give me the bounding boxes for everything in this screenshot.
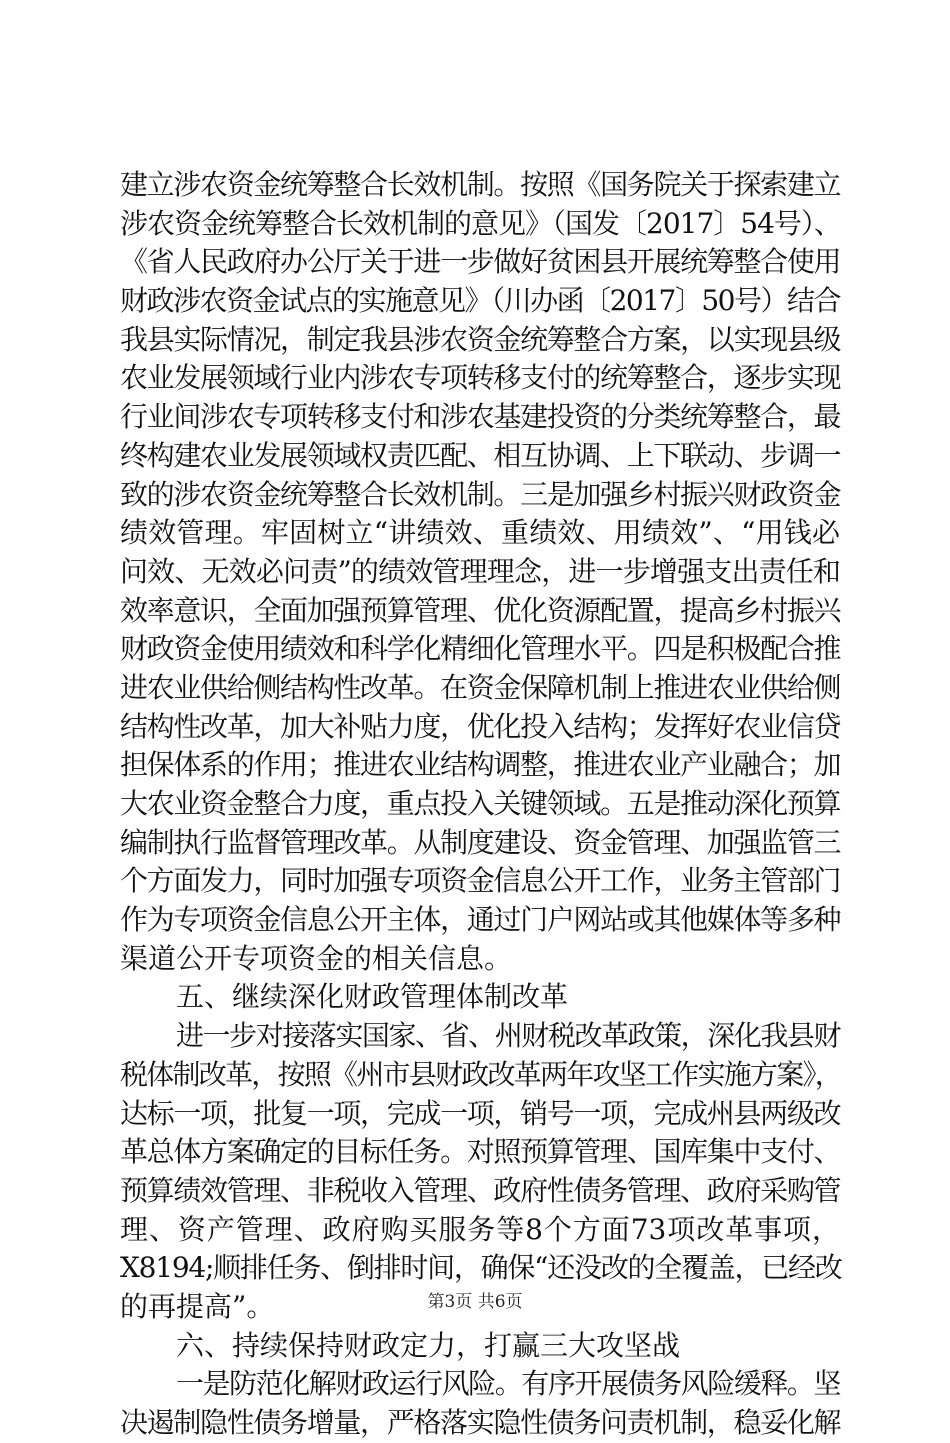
text-line: 进农业供给侧结构性改革。在资金保障机制上推进农业供给侧 <box>120 670 840 704</box>
text-line: 涉农资金统筹整合长效机制的意见》（国发〔2017〕54号）、 <box>120 206 841 240</box>
text-line: 《省人民政府办公厅关于进一步做好贫困县开展统筹整合使用 <box>120 245 840 279</box>
text-line: 革总体方案确定的目标任务。对照预算管理、国库集中支付、 <box>120 1135 840 1169</box>
text-line: 终构建农业发展领域权责匹配、相互协调、上下联动、步调一 <box>120 438 840 472</box>
text-line: 建立涉农资金统筹整合长效机制。按照《国务院关于探索建立 <box>120 168 840 201</box>
section-heading: 六、持续保持财政定力，打赢三大攻坚战 <box>176 1328 681 1362</box>
text-line: 财政资金使用绩效和科学化精细化管理水平。四是积极配合推 <box>120 632 840 666</box>
text-line: 编制执行监督管理改革。从制度建设、资金管理、加强监管三 <box>120 825 840 859</box>
document-body <box>120 166 840 1443</box>
text-line: 作为专项资金信息公开主体，通过门户网站或其他媒体等多种 <box>120 903 840 937</box>
text-line: 致的涉农资金统筹整合长效机制。三是加强乡村振兴财政资金 <box>120 477 840 511</box>
section-heading: 五、继续深化财政管理体制改革 <box>176 980 569 1014</box>
text-line: 税体制改革，按照《州市县财政改革两年攻坚工作实施方案》， <box>120 1057 842 1091</box>
text-line: 的再提高”。 <box>120 1289 275 1323</box>
text-line: 决遏制隐性债务增量，严格落实隐性债务问责机制，稳妥化解 <box>120 1406 840 1439</box>
text-line: 渠道公开专项资金的相关信息。 <box>120 941 513 975</box>
text-line: 问效、无效必问责”的绩效管理理念，进一步增强支出责任和 <box>120 554 840 588</box>
page-number-footer: 第3页 共6页 <box>427 1292 523 1312</box>
text-line: 行业间涉农专项转移支付和涉农基建投资的分类统筹整合，最 <box>120 400 840 434</box>
text-line: 效率意识，全面加强预算管理、优化资源配置，提高乡村振兴 <box>120 593 840 627</box>
text-line: 大农业资金整合力度，重点投入关键领域。五是推动深化预算 <box>120 787 840 820</box>
text-line: 财政涉农资金试点的实施意见》（川办函〔2017〕50号）结合 <box>120 284 840 318</box>
text-line: X8194;顺排任务、倒排时间，确保“还没改的全覆盖，已经改 <box>120 1251 842 1285</box>
text-line: 个方面发力，同时加强专项资金信息公开工作，业务主管部门 <box>120 864 840 898</box>
text-line: 绩效管理。牢固树立“讲绩效、重绩效、用绩效”、“用钱必 <box>120 516 840 550</box>
text-line: 一是防范化解财政运行风险。有序开展债务风险缓释。坚 <box>176 1367 840 1401</box>
text-line: 结构性改革，加大补贴力度，优化投入结构；发挥好农业信贷 <box>120 709 840 743</box>
text-line: 农业发展领域行业内涉农专项转移支付的统筹整合，逐步实现 <box>120 361 840 395</box>
text-line: 进一步对接落实国家、省、州财税改革政策，深化我县财 <box>176 1019 840 1053</box>
text-line: 达标一项，批复一项，完成一项，销号一项，完成州县两级改 <box>120 1096 840 1130</box>
text-line: 预算绩效管理、非税收入管理、政府性债务管理、政府采购管 <box>120 1173 840 1207</box>
text-line: 我县实际情况，制定我县涉农资金统筹整合方案，以实现县级 <box>120 322 840 356</box>
text-line: 理、资产管理、政府购买服务等8个方面73项改革事项， <box>120 1212 840 1246</box>
text-line: 担保体系的作用；推进农业结构调整，推进农业产业融合；加 <box>120 748 840 782</box>
